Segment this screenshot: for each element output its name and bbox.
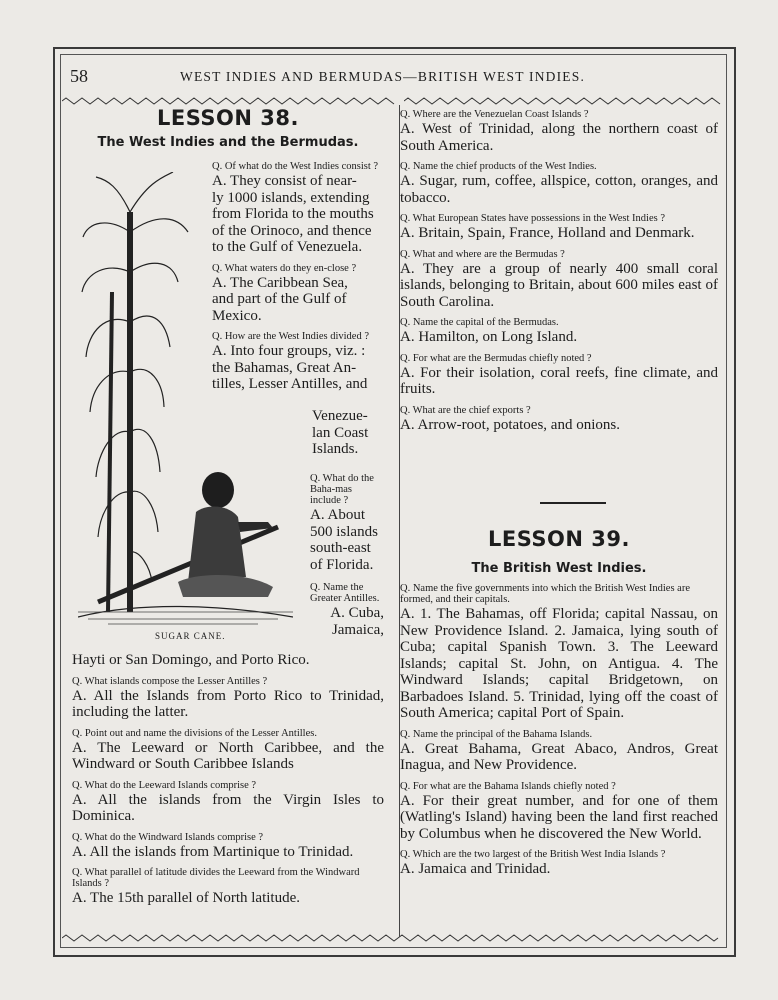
lesson-38-label: LESSON 38. (157, 106, 299, 130)
question: Q. Where are the Venezuelan Coast Islands ? (400, 109, 589, 120)
answer-line: tilles, Lesser Antilles, and (212, 376, 368, 392)
answer: A. The 15th parallel of North latitude. (72, 890, 300, 906)
question: Q. Which are the two largest of the British West India Islands ? (400, 849, 666, 860)
answer: A. West of Trinidad, along the northern coast of South America. (400, 121, 718, 154)
section-rule (540, 502, 606, 504)
answer-line: A. Into four groups, viz. : (212, 343, 366, 359)
question: Q. Point out and name the divisions of the Lesser Antilles. (72, 727, 317, 739)
question: Q. What are the chief exports ? (400, 404, 531, 416)
answer: A. Jamaica and Trinidad. (400, 861, 551, 877)
question: Q. How are the West Indies divided ? (212, 331, 370, 342)
running-header (62, 66, 722, 88)
left-lower-qa (72, 652, 384, 907)
answer: A. All the islands from Martinique to Trinidad. (72, 843, 354, 860)
answer: Hayti or San Domingo, and Porto Rico. (72, 652, 310, 668)
zigzag-rule-right (404, 97, 722, 105)
answer: A. Hamilton, on Long Island. (400, 329, 578, 345)
lesson-39-title: The British West Indies. (471, 561, 647, 576)
lesson-39-label: LESSON 39. (488, 527, 630, 551)
answer-line: the Bahamas, Great An- (212, 359, 357, 376)
answer-line: A. They consist of near- (212, 173, 357, 189)
question: Q. Name the principal of the Bahama Islands. (400, 728, 593, 740)
lesson-39 (400, 527, 718, 878)
answer-line: 500 islands (310, 523, 378, 540)
question: Q. What do the Leeward Islands comprise ? (72, 779, 257, 791)
answer-line: of the Orinoco, and thence (212, 222, 372, 239)
answer-line: Jamaica, (331, 621, 384, 638)
question: Q. What and where are the Bermudas ? (400, 248, 565, 260)
narrow-qa-3 (310, 473, 384, 573)
answer-line: A. About (310, 507, 366, 523)
answer: A. For their great number, and for one of them (Watling's Island) having been the land first reached by Columbus when he discovered the New World. (400, 792, 718, 842)
answer: A. All the Islands from Porto Rico to Trinidad, including the latter. (72, 687, 384, 720)
question: Q. Of what do the West Indies consist ? (212, 161, 379, 172)
answer-line: A. The Caribbean Sea, (212, 274, 348, 291)
answer: A. All the islands from the Virgin Isles to Dominica. (72, 791, 384, 824)
answer-line: A. Cuba, (330, 605, 384, 621)
answer-line: to the Gulf of Venezuela. (212, 239, 363, 255)
answer-line: from Florida to the mouths (212, 206, 374, 222)
answer: A. Britain, Spain, France, Holland and Denmark. (400, 225, 695, 241)
zigzag-rule-bottom (62, 934, 722, 942)
answer-line: lan Coast (312, 424, 369, 441)
zigzag-rule-left (62, 97, 396, 105)
question: Q. What do the Windward Islands comprise ? (72, 831, 264, 843)
lesson-38-title: The West Indies and the Bermudas. (97, 135, 359, 150)
answer-line: south-east (310, 540, 371, 556)
answer: A. Great Bahama, Great Abaco, Andros, Great Inagua, and New Providence. (400, 740, 718, 773)
question: Q. Name the Greater Antilles. (310, 582, 380, 604)
page-number: 58 (70, 66, 88, 86)
answer-line: and part of the Gulf of (212, 291, 347, 307)
narrow-qa-4 (310, 582, 384, 638)
answer-line: Mexico. (212, 307, 262, 324)
left-column (72, 106, 384, 156)
narrow-qa-1 (212, 161, 384, 393)
narrow-qa-2 (312, 408, 384, 458)
answer-line: of Florida. (310, 556, 374, 573)
right-column (400, 106, 718, 433)
question: Q. For what are the Bahama Islands chiefly noted ? (400, 780, 616, 792)
question: Q. For what are the Bermudas chiefly noted ? (400, 352, 592, 364)
question: Q. What waters do they en-close ? (212, 262, 357, 274)
answer-line: Islands. (312, 441, 359, 457)
answer: A. 1. The Bahamas, off Florida; capital Nassau, on New Providence Island. 2. Jamaica, lying south of Cuba; capital Spanish Town. 3. The Leeward Islands; capital St. John, on Antigua. 4. The Windward Islands; capital Bridgetown, on Barbadoes Island. 5. Trinidad, lying off the coast of South America; capital Port of Spain. (400, 606, 718, 721)
illustration-caption: SUGAR CANE. (155, 631, 226, 641)
answer-line: Venezue- (312, 408, 368, 424)
answer: A. The Leeward or North Caribbee, and the Windward or South Caribbee Islands (72, 739, 384, 772)
question: Q. Name the chief products of the West Indies. (400, 161, 597, 172)
running-title: WEST INDIES AND BERMUDAS—BRITISH WEST INDIES. (180, 69, 586, 84)
answer: A. Sugar, rum, coffee, allspice, cotton, oranges, and tobacco. (400, 173, 718, 206)
question: Q. Name the capital of the Bermudas. (400, 317, 559, 328)
answer: A. They are a group of nearly 400 small coral islands, belonging to Britain, about 600 miles east of South Carolina. (400, 260, 718, 310)
question: Q. What European States have possessions in the West Indies ? (400, 213, 666, 224)
question: Q. What do the Baha-mas include ? (310, 473, 374, 506)
question: Q. Name the five governments into which the British West Indies are formed, and their capitals. (400, 583, 690, 605)
answer-line: ly 1000 islands, extending (212, 189, 370, 206)
question: Q. What parallel of latitude divides the Leeward from the Windward Islands ? (72, 867, 360, 889)
question: Q. What islands compose the Lesser Antilles ? (72, 675, 268, 687)
answer: A. Arrow-root, potatoes, and onions. (400, 416, 620, 433)
answer: A. For their isolation, coral reefs, fine climate, and fruits. (400, 364, 718, 397)
